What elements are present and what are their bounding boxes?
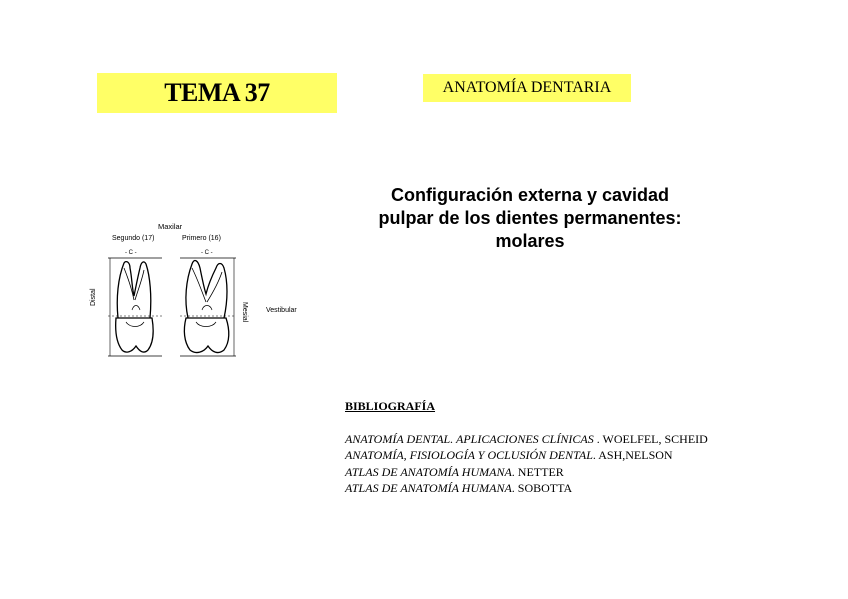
bibliography-entry-title: ANATOMÍA DENTAL. APLICACIONES CLÍNICAS	[345, 431, 594, 446]
bibliography-entry-sep: .	[511, 481, 518, 495]
molar-figure	[88, 218, 310, 360]
figure-left-label: Segundo (17)	[112, 235, 155, 242]
bibliography-entry-title: ATLAS DE ANATOMÍA HUMANA	[345, 464, 512, 479]
bibliography-entry-authors: ASH,NELSON	[598, 448, 673, 462]
bibliography-entry-title: ANATOMÍA, FISIOLOGÍA Y OCLUSIÓN DENTAL	[345, 448, 593, 462]
bibliography-entry	[345, 480, 785, 497]
bibliography	[345, 398, 785, 497]
subject-title: ANATOMÍA DENTARIA	[442, 79, 612, 96]
tema-badge	[97, 73, 337, 113]
subject-badge	[423, 74, 631, 102]
figure-right-label: Primero (16)	[182, 235, 221, 242]
figure-side-mid-label: Mesial	[241, 302, 248, 323]
bibliography-entry-authors: NETTER	[517, 464, 564, 479]
figure-side-left-label: Distal	[90, 288, 97, 306]
bibliography-entry-sep: .	[511, 464, 518, 479]
main-title-line-2: pulpar de los dientes permanentes:	[378, 208, 682, 228]
figure-mark-right: - C -	[201, 250, 213, 256]
main-title	[350, 184, 710, 253]
bibliography-entry-sep: .	[593, 431, 603, 446]
bibliography-entry-authors: WOELFEL, SCHEID	[602, 431, 708, 446]
bibliography-heading: BIBLIOGRAFÍA	[345, 399, 436, 413]
bibliography-entry-sep: .	[592, 448, 599, 462]
bibliography-entry	[345, 447, 785, 464]
figure-mark-left: - C -	[125, 250, 137, 256]
bibliography-entry	[345, 464, 785, 481]
bibliography-entry	[345, 431, 785, 448]
main-title-line-3: molares	[495, 231, 565, 251]
figure-side-right-label: Vestibular	[266, 307, 297, 314]
molar-drawing	[88, 218, 310, 360]
figure-top-label: Maxilar	[158, 222, 183, 231]
bibliography-entry-title: ATLAS DE ANATOMÍA HUMANA	[345, 481, 512, 495]
bibliography-entry-authors: SOBOTTA	[517, 481, 573, 495]
tema-title: TEMA 37	[164, 78, 270, 107]
main-title-line-1: Configuración externa y cavidad	[390, 185, 670, 205]
